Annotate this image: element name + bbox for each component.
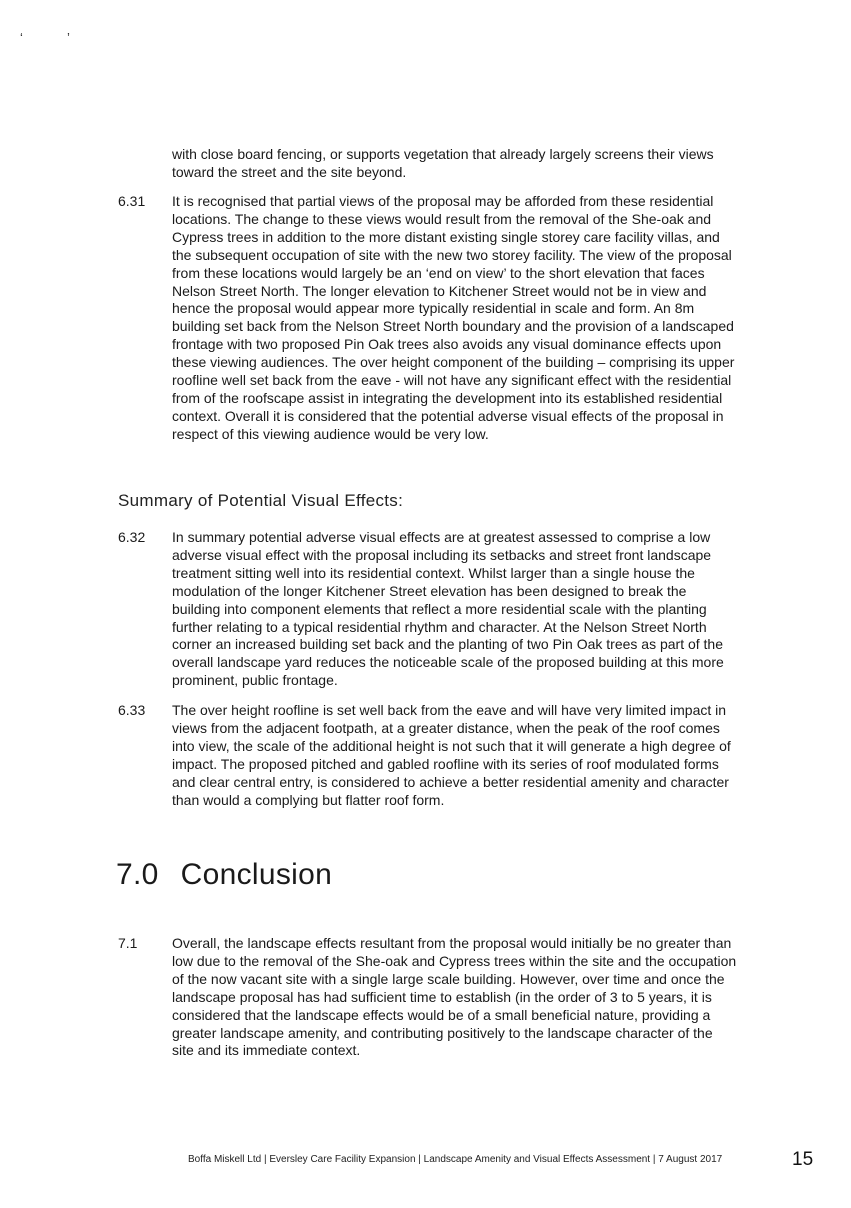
paragraph-text: In summary potential adverse visual effects are at greatest assessed to comprise a low adverse visual effect with the proposal including its setbacks and street front landscape treatment sitting well into its residential context. Whilst larger than a single house the modulation of the longer Kitchener Street elevation has been designed to break the building into component elements that reflect a more residential scale with the planting further relating to a typical residential rhythm and character. At the Nelson Street North corner an increased building set back and the planting of two Pin Oak trees as part of the overall landscape yard reduces the noticeable scale of the proposed building at this more prominent, public frontage. — [172, 529, 724, 689]
paragraph-text: It is recognised that partial views of the proposal may be afforded from these residential locations. The change to these views would result from the removal of the She-oak and Cypress trees in addition to the more distant existing single storey care facility villas, and the subsequent occupation of site with the new two storey facility. The view of the proposal from these locations would largely be an ‘end on view’ to the short elevation that faces Nelson Street North. The longer elevation to Kitchener Street would not be in view and hence the proposal would appear more typically residential in scale and form. An 8m building set back from the Nelson Street North boundary and the provision of a landscaped frontage with two proposed Pin Oak trees also avoids any visual dominance effects upon these viewing audiences. The over height component of the building – comprising its upper roofline well set back from the eave - will not have any significant effect with the residential from of the roofscape assist in integrating the development into its established residential context. Overall it is considered that the potential adverse visual effects of the proposal in respect of this viewing audience would be very low. — [172, 193, 735, 442]
scan-artifact-mark: ‘ — [20, 30, 23, 45]
page-footer: Boffa Miskell Ltd | Eversley Care Facility Expansion | Landscape Amenity and Visual Effects Assessment | 7 August 2017 — [188, 1154, 723, 1165]
paragraph-text: Overall, the landscape effects resultant from the proposal would initially be no greater than low due to the removal of the She-oak and Cypress trees within the site and the occupation of the now vacant site with a single large scale building. However, over time and once the landscape proposal has had sufficient time to establish (in the order of 3 to 5 years, it is considered that the landscape effects would be of a small beneficial nature, providing a greater landscape amenity, and contributing positively to the landscape character of the site and its immediate context. — [172, 935, 737, 1059]
section-number: 7.0 — [116, 858, 159, 891]
paragraph-number: 6.31 — [118, 193, 146, 209]
paragraph-number: 6.32 — [118, 529, 146, 545]
numbered-paragraph — [118, 193, 738, 444]
numbered-paragraph — [118, 529, 738, 690]
paragraph-text: The over height roofline is set well back from the eave and will have very limited impact in views from the adjacent footpath, at a greater distance, when the peak of the roof comes into view, the scale of the additional height is not such that it will generate a high degree of impact. The proposed pitched and gabled roofline with its series of roof modulated forms and clear central entry, is considered to achieve a better residential amenity and character than would a complying but flatter roof form. — [172, 702, 731, 808]
continuation-paragraph: with close board fencing, or supports vegetation that already largely screens their views toward the street and the site beyond. — [172, 146, 714, 180]
paragraph-number: 7.1 — [118, 935, 138, 951]
page-number: 15 — [792, 1149, 814, 1170]
numbered-paragraph — [118, 702, 738, 809]
paragraph-number: 6.33 — [118, 702, 146, 718]
scan-artifact-mark: ’ — [67, 30, 70, 45]
section-title: Conclusion — [180, 858, 333, 891]
numbered-paragraph — [118, 935, 738, 1060]
subheading: Summary of Potential Visual Effects: — [118, 491, 404, 510]
section-heading — [116, 858, 332, 892]
